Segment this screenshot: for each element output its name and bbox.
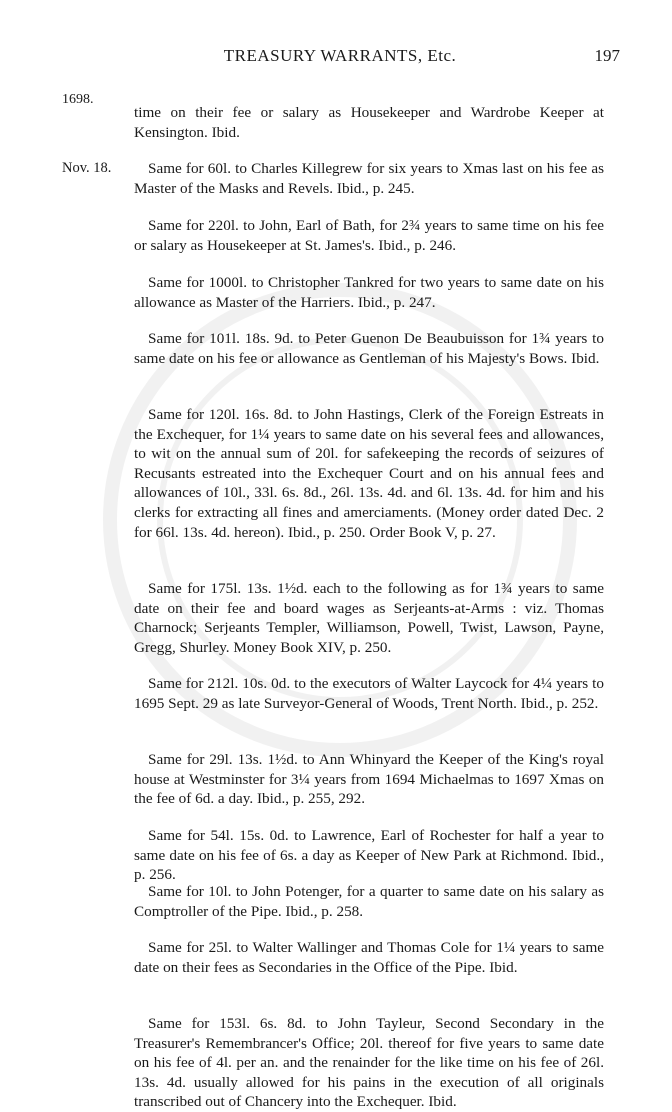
entry-text: Same for 175l. 13s. 1½d. each to the following as for 1¾ years to same date on their fee and board wages as Serjeants-at-Arms : viz. Thomas Charnock; Serjeants Templer, Williamson, Powell, Twist, Lawson, Payne, Gregg, Shurley. Money Book XIV, p. 250. bbox=[134, 580, 604, 656]
entry bbox=[134, 273, 604, 312]
entry-text: Same for 212l. 10s. 0d. to the executors of Walter Laycock for 4¼ years to 1695 Sept. 29 as late Surveyor-General of Woods, Trent North. Ibid., p. 252. bbox=[134, 675, 604, 712]
entry-text: Same for 54l. 15s. 0d. to Lawrence, Earl of Rochester for half a year to same date on his fee of 6s. a day as Keeper of New Park at Richmond. Ibid., p. 256. bbox=[134, 827, 604, 884]
running-head: TREASURY WARRANTS, Etc. bbox=[223, 46, 457, 65]
entry-text: time on their fee or salary as Housekeeper and Wardrobe Keeper at Kensington. Ibid. bbox=[134, 104, 604, 141]
page-number: 197 bbox=[594, 46, 620, 65]
entry bbox=[134, 216, 604, 255]
entry bbox=[134, 329, 604, 368]
entry-text: Same for 10l. to John Potenger, for a quarter to same date on his salary as Comptroller of the Pipe. Ibid., p. 258. bbox=[134, 883, 604, 920]
entry-text: Same for 60l. to Charles Killegrew for six years to Xmas last on his fee as Master of the Masks and Revels. Ibid., p. 245. bbox=[134, 160, 604, 197]
entry-text: Same for 29l. 13s. 1½d. to Ann Whinyard the Keeper of the King's royal house at Westminster for 3¼ years from 1694 Michaelmas to 1697 Xmas on the fee of 6d. a day. Ibid., p. 255, 292. bbox=[134, 751, 604, 808]
entry-continuation bbox=[134, 103, 604, 142]
entry-text: Same for 120l. 16s. 8d. to John Hastings, Clerk of the Foreign Estreats in the Exchequer, for 1¼ years to same date on his several fees and allowances, to wit on the annual sum of 20l. for safekeeping the records of seizures of Recusants estreated into the Exchequer Court and on his annual fees and allowances of 10l., 33l. 6s. 8d., 26l. 13s. 4d. and 6l. 13s. 4d. for him and his clerks for extracting all fines and amerciaments. (Money order dated Dec. 2 for 66l. 13s. 4d. hereon). Ibid., p. 250. Order Book V, p. 27. bbox=[134, 406, 604, 541]
entry bbox=[134, 405, 604, 542]
entry-text: Same for 1000l. to Christopher Tankred for two years to same date on his allowance as Master of the Harriers. Ibid., p. 247. bbox=[134, 274, 604, 311]
page-header bbox=[60, 46, 620, 70]
entry bbox=[134, 579, 604, 657]
margin-year: 1698. bbox=[62, 92, 94, 107]
entry bbox=[134, 938, 604, 977]
entry bbox=[134, 882, 604, 921]
entry-text: Same for 153l. 6s. 8d. to John Tayleur, Second Secondary in the Treasurer's Remembrancer's Office; 20l. thereof for five years to same date on his fee of 4l. per an. and the renainder for the like time on his fee of 26l. 13s. 4d. usually allowed for his pains in the execution of all originals transcribed out of Chancery into the Exchequer. Ibid. bbox=[134, 1015, 604, 1111]
margin-date: Nov. 18. bbox=[62, 160, 112, 176]
entry bbox=[134, 1014, 604, 1112]
entry bbox=[134, 159, 604, 198]
entry bbox=[134, 750, 604, 809]
entry-text: Same for 101l. 18s. 9d. to Peter Guenon De Beaubuisson for 1¾ years to same date on his fee or allowance as Gentleman of his Majesty's Bows. Ibid. bbox=[134, 330, 604, 367]
entry-text: Same for 25l. to Walter Wallinger and Thomas Cole for 1¼ years to same date on their fees as Secondaries in the Office of the Pipe. Ibid. bbox=[134, 939, 604, 976]
entry bbox=[134, 674, 604, 713]
entry bbox=[134, 826, 604, 885]
entry-text: Same for 220l. to John, Earl of Bath, for 2¾ years to same time on his fee or salary as Housekeeper at St. James's. Ibid., p. 246. bbox=[134, 217, 604, 254]
